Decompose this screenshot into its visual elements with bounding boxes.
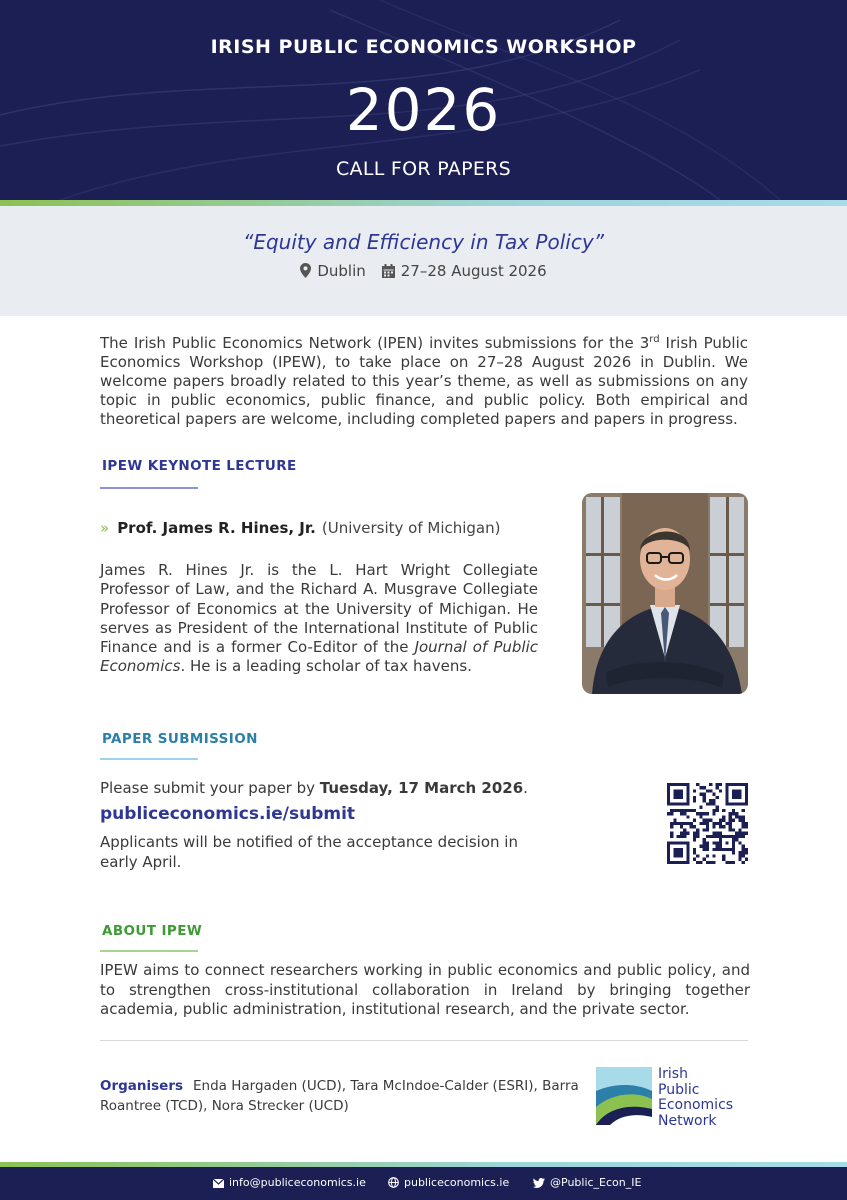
- event-meta: [0, 262, 847, 282]
- submission-link[interactable]: publiceconomics.ie/submit: [100, 804, 356, 824]
- bio-text-2: . He is a leading scholar of tax havens.: [180, 657, 472, 676]
- logo-line-4: Network: [658, 1112, 717, 1129]
- ipen-logo: [596, 1067, 756, 1127]
- submission-heading: PAPER SUBMISSION: [102, 731, 258, 747]
- calendar-icon: [382, 264, 395, 282]
- footer-website: publiceconomics.ie: [404, 1176, 510, 1189]
- theme-band: [0, 206, 847, 316]
- ipen-logo-mark: [596, 1067, 652, 1125]
- workshop-name: IRISH PUBLIC ECONOMICS WORKSHOP: [210, 36, 637, 58]
- speaker-name: Prof. James R. Hines, Jr.: [117, 519, 316, 537]
- footer-email-link[interactable]: [213, 1176, 366, 1189]
- map-marker-icon: [300, 263, 311, 282]
- deadline-date: Tuesday, 17 March 2026: [319, 779, 524, 797]
- event-dates: 27–28 August 2026: [400, 262, 547, 280]
- notification-note: Applicants will be notified of the acceptance decision in early April.: [100, 833, 518, 871]
- qr-code[interactable]: [667, 783, 748, 864]
- call-for-papers-title: CALL FOR PAPERS: [335, 158, 512, 180]
- footer: [0, 1167, 847, 1200]
- organisers-names: Enda Hargaden (UCD), Tara McIndoe-Calder (ESRI), Barra Roantree (TCD), Nora Strecker (UCD): [100, 1078, 579, 1114]
- bio-journal-title: Journal of Public Economics: [100, 638, 538, 676]
- intro-ordinal: rd: [649, 334, 660, 345]
- speaker-affiliation: (University of Michigan): [321, 519, 501, 537]
- bullet-chevron: »: [100, 519, 110, 537]
- organisers-label: Organisers: [100, 1078, 184, 1094]
- theme-title: “Equity and Efficiency in Tax Policy”: [242, 230, 605, 254]
- logo-line-3: Economics: [658, 1097, 734, 1113]
- keynote-heading-rule: [100, 487, 198, 489]
- intro-paragraph: [100, 330, 748, 429]
- footer-twitter: @Public_Econ_IE: [550, 1176, 642, 1189]
- keynote-speaker: [100, 519, 500, 537]
- speaker-bio: [100, 561, 538, 677]
- submission-deadline-line: [100, 779, 528, 797]
- logo-line-1: Irish: [658, 1066, 688, 1082]
- globe-icon: [388, 1177, 399, 1188]
- workshop-year: 2026: [345, 76, 502, 144]
- keynote-heading: IPEW KEYNOTE LECTURE: [102, 458, 297, 474]
- speaker-photo: [582, 493, 748, 694]
- about-heading-rule: [100, 950, 198, 952]
- submission-heading-rule: [100, 758, 198, 760]
- envelope-icon: [213, 1179, 224, 1188]
- event-location: Dublin: [317, 262, 366, 280]
- intro-text-2: Irish Public Economics Workshop (IPEW), to take place on 27–28 August 2026 in Dublin. We welcome papers broadly related to this year’s theme, as well as submissions on any topic in public economics, public finance, and public policy. Both empirical and theoretical papers are welcome, including completed papers and papers in progress.: [100, 334, 748, 428]
- bio-text-1: James R. Hines Jr. is the L. Hart Wright Collegiate Professor of Law, and the Richard A. Musgrave Collegiate Professor of Economics at the University of Michigan. He serves as President of the International Institute of Public Finance and is a former Co-Editor of the: [100, 561, 538, 657]
- about-paragraph: IPEW aims to connect researchers working in public economics and public policy, and to strengthen cross-institutional collaboration in Ireland by bringing together academia, public administration, institutional research, and the private sector.: [100, 961, 750, 1018]
- about-heading: ABOUT IPEW: [102, 923, 203, 939]
- footer-email: info@publiceconomics.ie: [229, 1176, 366, 1189]
- divider: [100, 1040, 748, 1041]
- intro-text-1: The Irish Public Economics Network (IPEN) invites submissions for the 3: [100, 334, 650, 352]
- logo-line-2: Public: [658, 1081, 700, 1098]
- header-banner: [0, 0, 847, 200]
- ipen-logo-wordmark: [658, 1067, 733, 1129]
- footer-twitter-link[interactable]: [533, 1176, 641, 1189]
- deadline-intro: Please submit your paper by: [100, 779, 320, 797]
- organisers: [100, 1076, 580, 1116]
- footer-website-link[interactable]: [388, 1176, 509, 1189]
- twitter-icon: [533, 1178, 545, 1188]
- deadline-period: .: [523, 779, 528, 797]
